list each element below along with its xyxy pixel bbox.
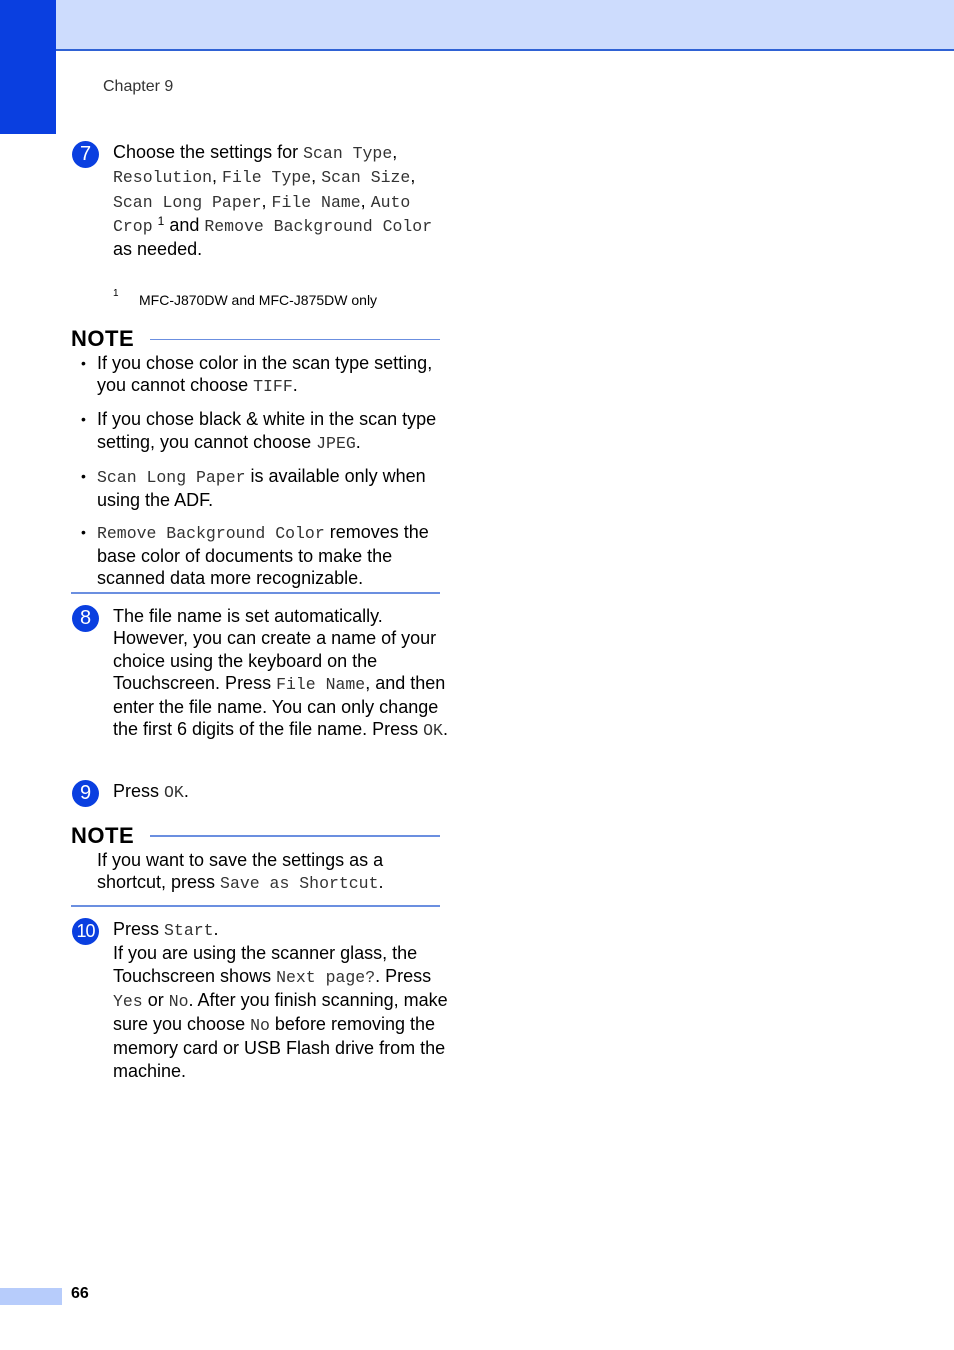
step-10-text: Press Start. If you are using the scanner glass, the Touchscreen shows Next page?. Press Yes or No. After you finish scanning, make sure you choose No before removing the memory card or USB Flash drive from the machine. xyxy=(113,919,448,1081)
option-scan-type: Scan Type xyxy=(303,144,393,163)
note-2-header xyxy=(71,823,440,849)
note-1-item-4-text: removes the base color of documents to make the scanned data more recognizable. xyxy=(97,521,429,589)
step-10 xyxy=(72,918,452,1082)
note-1-item-1-text: If you chose color in the scan type setting, you cannot choose xyxy=(97,353,433,396)
footnote-text: MFC-J870DW and MFC-J875DW only xyxy=(139,292,378,308)
option-resolution: Resolution xyxy=(113,168,213,188)
step-7-text: Choose the settings for Scan Type, Resolution, File Type, Scan Size, Scan Long Paper, File Name, Auto Crop $^1$ and Remove Background Color as needed. xyxy=(113,142,433,260)
code-ok: OK xyxy=(423,721,443,741)
code-save-as-shortcut: Save as Shortcut xyxy=(220,874,379,894)
and-word: and xyxy=(164,214,200,235)
step-9-text: Press OK. xyxy=(113,781,189,802)
option-scan-long-paper: Scan Long Paper xyxy=(113,192,262,212)
step-10-text-d: before removing the memory card or USB Flash drive from the machine. xyxy=(113,1014,446,1081)
footnote xyxy=(113,288,443,308)
note-1-item-1: • If you chose color in the scan type setting, you cannot choose TIFF. xyxy=(80,352,450,399)
code-start: Start xyxy=(164,921,214,940)
step-9-press: Press xyxy=(113,781,165,801)
note-2-body: If you want to save the settings as a shortcut, press xyxy=(97,850,384,893)
step-7-intro: Choose the settings for xyxy=(113,142,304,162)
option-file-name: File Name xyxy=(271,192,361,212)
note-2-rule xyxy=(150,835,440,837)
note-1-list xyxy=(80,352,450,599)
step-10-press: Press xyxy=(113,919,165,939)
option-auto-crop: Auto Crop xyxy=(113,192,411,236)
step-10-text-b: Press xyxy=(385,965,432,986)
step-8-text: The file name is set automatically. However, you can create a name of your choice using the keyboard on the Touchscreen. Press File Name, and then enter the file name. You can only change the first 6 digits of the file name. Press OK. xyxy=(113,606,448,741)
footnote-ref: 1 xyxy=(157,213,165,228)
note-1-item-2: • If you chose black & white in the scan type setting, you cannot choose JPEG. xyxy=(80,408,450,455)
code-jpeg: JPEG xyxy=(316,433,356,453)
step-7 xyxy=(72,141,452,260)
code-no-2: No xyxy=(250,1016,270,1036)
step-number-10-icon: 10 xyxy=(72,918,99,945)
note-2-end-rule xyxy=(71,905,440,907)
page-band xyxy=(0,1288,62,1305)
step-number-8-icon: 8 xyxy=(72,605,99,632)
footnote-number: 1 xyxy=(113,288,119,299)
code-scan-long-paper: Scan Long Paper xyxy=(97,467,246,487)
code-file-name: File Name xyxy=(276,674,366,694)
note-2-title: NOTE xyxy=(71,823,135,848)
note-1-end-rule xyxy=(71,592,440,594)
as-word: as xyxy=(113,239,133,260)
step-number-9-icon: 9 xyxy=(72,780,99,807)
chapter-label: Chapter 9 xyxy=(103,78,174,95)
header-band xyxy=(0,0,954,51)
note-1-item-3 xyxy=(80,465,450,512)
step-9 xyxy=(72,780,452,804)
note-1-item-2-text: If you chose black & white in the scan type setting, you cannot choose xyxy=(97,409,437,452)
option-remove-background-color: Remove Background Color xyxy=(204,216,433,236)
note-1-title: NOTE xyxy=(71,326,135,351)
note-1-rule xyxy=(150,339,440,340)
step-10-text-c: . After you finish scanning, make sure you choose xyxy=(113,989,448,1035)
step-number-7-icon: 7 xyxy=(72,141,99,168)
step-8-text-b: , and then enter the file name. You can only change the first 6 digits of the file name. Press xyxy=(113,672,446,740)
note-1-item-4 xyxy=(80,521,450,590)
code-remove-background-color: Remove Background Color xyxy=(97,523,325,543)
needed-word: needed. xyxy=(137,239,203,260)
or-word: or xyxy=(142,989,169,1010)
note-2-text: If you want to save the settings as a shortcut, press Save as Shortcut. xyxy=(97,850,384,894)
chapter-tab xyxy=(0,0,56,134)
page-number: 66 xyxy=(71,1285,89,1302)
code-no: No xyxy=(168,991,189,1011)
option-file-type: File Type xyxy=(222,168,312,188)
step-8 xyxy=(72,605,452,743)
code-next-page: Next page? xyxy=(276,967,376,987)
note-1-item-3-text: is available only when using the ADF. xyxy=(97,465,426,510)
code-tiff: TIFF xyxy=(253,377,293,397)
code-yes: Yes xyxy=(113,991,143,1011)
step-8-text-a: The file name is set automatically. However, you can create a name of your choice using the keyboard on the Touchscreen. Press xyxy=(113,606,437,693)
option-scan-size: Scan Size xyxy=(321,168,411,188)
step-10-text-a: If you are using the scanner glass, the Touchscreen shows xyxy=(113,943,418,986)
note-1-header xyxy=(71,326,440,352)
code-ok-2: OK xyxy=(164,783,184,802)
